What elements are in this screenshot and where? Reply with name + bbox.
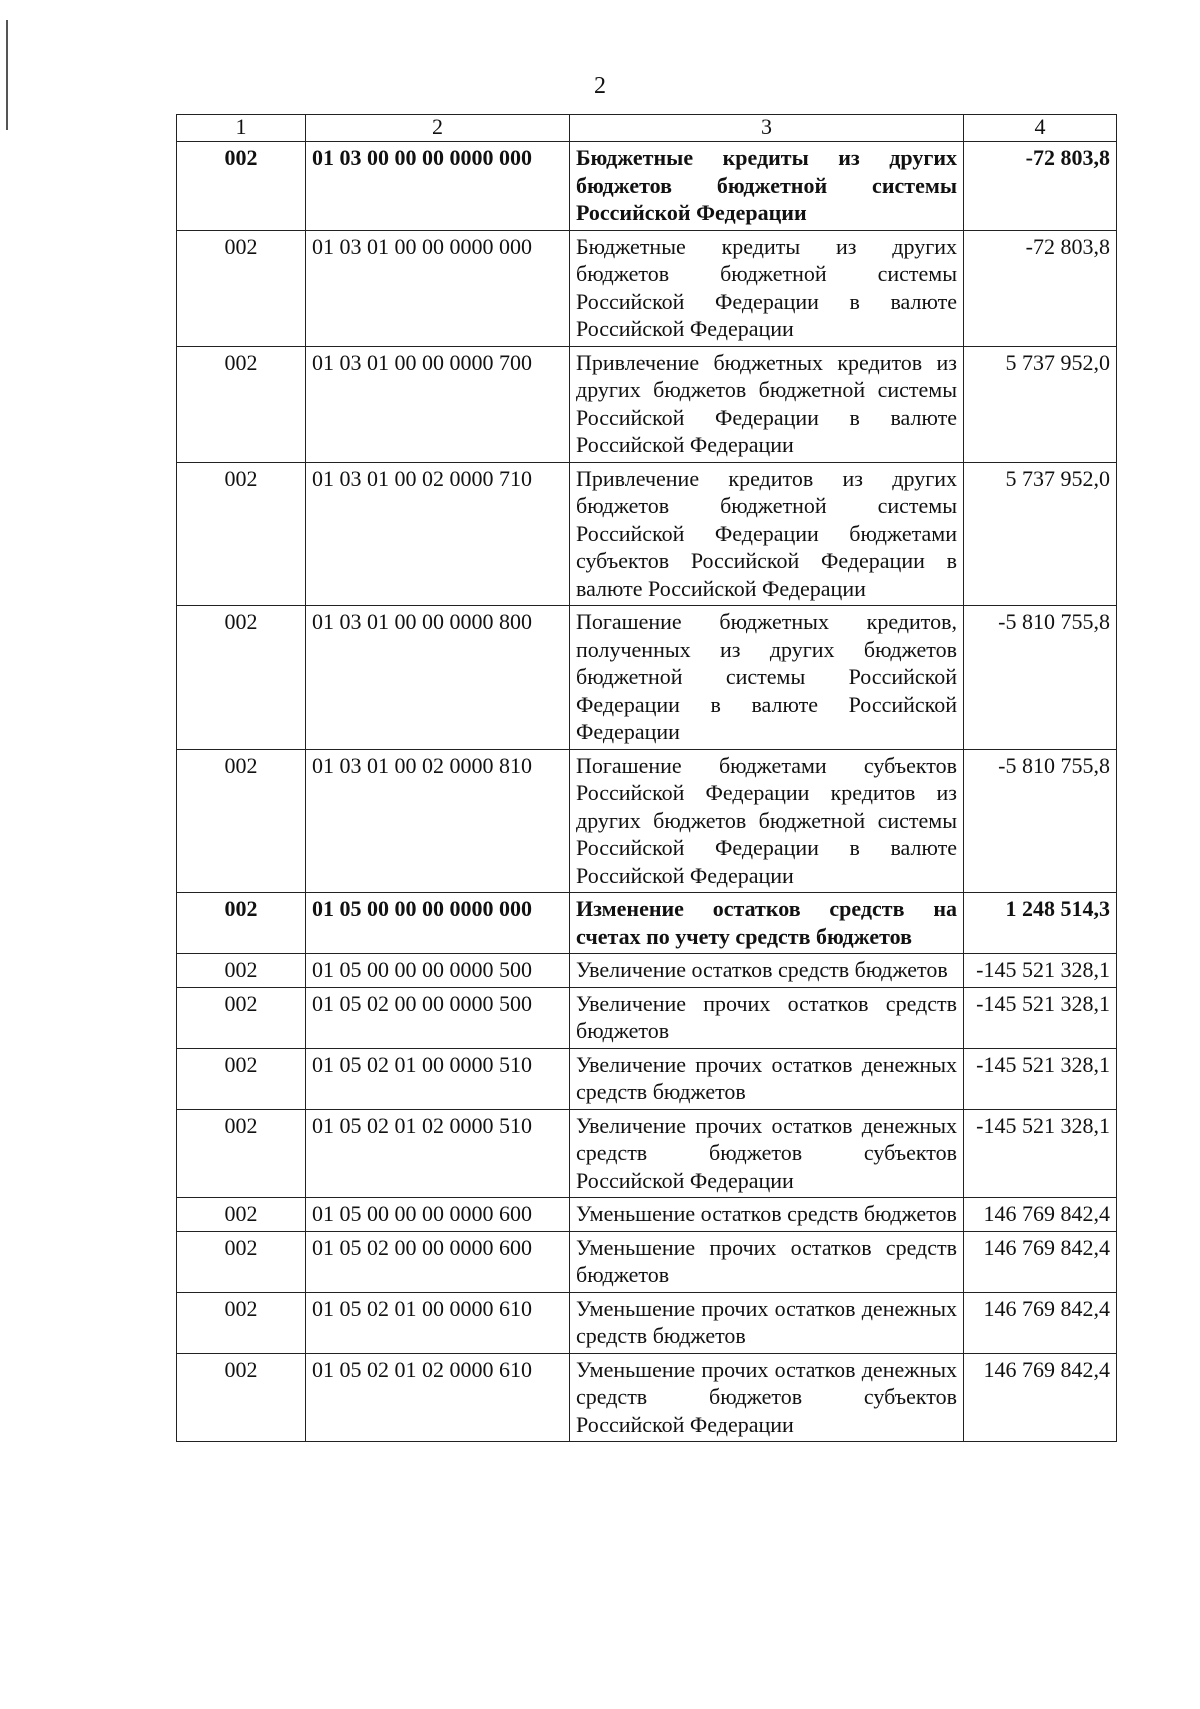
amount-cell: 5 737 952,0 — [964, 462, 1117, 606]
item-name-cell: Изменение остатков средств на счетах по учету средств бюджетов — [570, 893, 964, 954]
admin-code-cell: 002 — [177, 893, 306, 954]
admin-code-cell: 002 — [177, 1048, 306, 1109]
item-name-cell: Уменьшение остатков средств бюджетов — [570, 1198, 964, 1232]
page-number: 2 — [594, 73, 606, 99]
admin-code-cell: 002 — [177, 1198, 306, 1232]
admin-code-cell: 002 — [177, 142, 306, 231]
item-name-cell: Увеличение остатков средств бюджетов — [570, 954, 964, 988]
table-body — [177, 142, 1117, 1442]
classification-code-cell: 01 05 02 00 00 0000 500 — [306, 987, 570, 1048]
admin-code-cell: 002 — [177, 1292, 306, 1353]
header-row — [177, 115, 1117, 142]
item-name-cell: Бюджетные кредиты из других бюджетов бюджетной системы Российской Федерации в валюте Российской Федерации — [570, 230, 964, 346]
classification-code-cell: 01 05 02 01 00 0000 510 — [306, 1048, 570, 1109]
amount-cell: 1 248 514,3 — [964, 893, 1117, 954]
classification-code-cell: 01 05 00 00 00 0000 600 — [306, 1198, 570, 1232]
amount-cell: -5 810 755,8 — [964, 606, 1117, 750]
admin-code-cell: 002 — [177, 1353, 306, 1442]
classification-code-cell: 01 05 00 00 00 0000 000 — [306, 893, 570, 954]
classification-code-cell: 01 03 01 00 02 0000 810 — [306, 749, 570, 893]
table-row — [177, 346, 1117, 462]
table-row — [177, 1231, 1117, 1292]
header-col-2: 2 — [306, 115, 570, 142]
item-name-cell: Привлечение кредитов из других бюджетов бюджетной системы Российской Федерации бюджетами субъектов Российской Федерации в валюте Российской Федерации — [570, 462, 964, 606]
admin-code-cell: 002 — [177, 606, 306, 750]
table-row — [177, 462, 1117, 606]
admin-code-cell: 002 — [177, 462, 306, 606]
amount-cell: 5 737 952,0 — [964, 346, 1117, 462]
table-row — [177, 606, 1117, 750]
amount-cell: -145 521 328,1 — [964, 987, 1117, 1048]
amount-cell: -145 521 328,1 — [964, 954, 1117, 988]
table-row — [177, 142, 1117, 231]
item-name-cell: Уменьшение прочих остатков денежных средств бюджетов субъектов Российской Федерации — [570, 1353, 964, 1442]
classification-code-cell: 01 05 02 01 02 0000 510 — [306, 1109, 570, 1198]
table-row — [177, 1353, 1117, 1442]
table-row — [177, 1048, 1117, 1109]
amount-cell: 146 769 842,4 — [964, 1231, 1117, 1292]
header-col-4: 4 — [964, 115, 1117, 142]
admin-code-cell: 002 — [177, 987, 306, 1048]
item-name-cell: Увеличение прочих остатков денежных средств бюджетов — [570, 1048, 964, 1109]
amount-cell: -72 803,8 — [964, 142, 1117, 231]
amount-cell: 146 769 842,4 — [964, 1198, 1117, 1232]
table-row — [177, 1109, 1117, 1198]
classification-code-cell: 01 03 00 00 00 0000 000 — [306, 142, 570, 231]
admin-code-cell: 002 — [177, 1109, 306, 1198]
table-row — [177, 987, 1117, 1048]
classification-code-cell: 01 03 01 00 00 0000 800 — [306, 606, 570, 750]
table-row — [177, 1198, 1117, 1232]
admin-code-cell: 002 — [177, 1231, 306, 1292]
classification-code-cell: 01 03 01 00 00 0000 700 — [306, 346, 570, 462]
classification-code-cell: 01 05 02 01 02 0000 610 — [306, 1353, 570, 1442]
table-row — [177, 230, 1117, 346]
table-row — [177, 954, 1117, 988]
classification-code-cell: 01 05 02 01 00 0000 610 — [306, 1292, 570, 1353]
item-name-cell: Привлечение бюджетных кредитов из других бюджетов бюджетной системы Российской Федерации в валюте Российской Федерации — [570, 346, 964, 462]
table-row — [177, 749, 1117, 893]
classification-code-cell: 01 05 02 00 00 0000 600 — [306, 1231, 570, 1292]
item-name-cell: Погашение бюджетами субъектов Российской Федерации кредитов из других бюджетов бюджетной системы Российской Федерации в валюте Российской Федерации — [570, 749, 964, 893]
table-row — [177, 893, 1117, 954]
amount-cell: -145 521 328,1 — [964, 1109, 1117, 1198]
amount-cell: -145 521 328,1 — [964, 1048, 1117, 1109]
amount-cell: 146 769 842,4 — [964, 1353, 1117, 1442]
amount-cell: -72 803,8 — [964, 230, 1117, 346]
item-name-cell: Уменьшение прочих остатков денежных средств бюджетов — [570, 1292, 964, 1353]
item-name-cell: Уменьшение прочих остатков средств бюджетов — [570, 1231, 964, 1292]
amount-cell: -5 810 755,8 — [964, 749, 1117, 893]
item-name-cell: Погашение бюджетных кредитов, полученных из других бюджетов бюджетной системы Российской Федерации в валюте Российской Федерации — [570, 606, 964, 750]
admin-code-cell: 002 — [177, 954, 306, 988]
admin-code-cell: 002 — [177, 749, 306, 893]
header-col-1: 1 — [177, 115, 306, 142]
classification-code-cell: 01 03 01 00 02 0000 710 — [306, 462, 570, 606]
budget-sources-table — [176, 114, 1117, 1442]
admin-code-cell: 002 — [177, 346, 306, 462]
table-row — [177, 1292, 1117, 1353]
amount-cell: 146 769 842,4 — [964, 1292, 1117, 1353]
admin-code-cell: 002 — [177, 230, 306, 346]
item-name-cell: Бюджетные кредиты из других бюджетов бюджетной системы Российской Федерации — [570, 142, 964, 231]
item-name-cell: Увеличение прочих остатков средств бюджетов — [570, 987, 964, 1048]
item-name-cell: Увеличение прочих остатков денежных средств бюджетов субъектов Российской Федерации — [570, 1109, 964, 1198]
table-header — [177, 115, 1117, 142]
classification-code-cell: 01 03 01 00 00 0000 000 — [306, 230, 570, 346]
classification-code-cell: 01 05 00 00 00 0000 500 — [306, 954, 570, 988]
header-col-3: 3 — [570, 115, 964, 142]
